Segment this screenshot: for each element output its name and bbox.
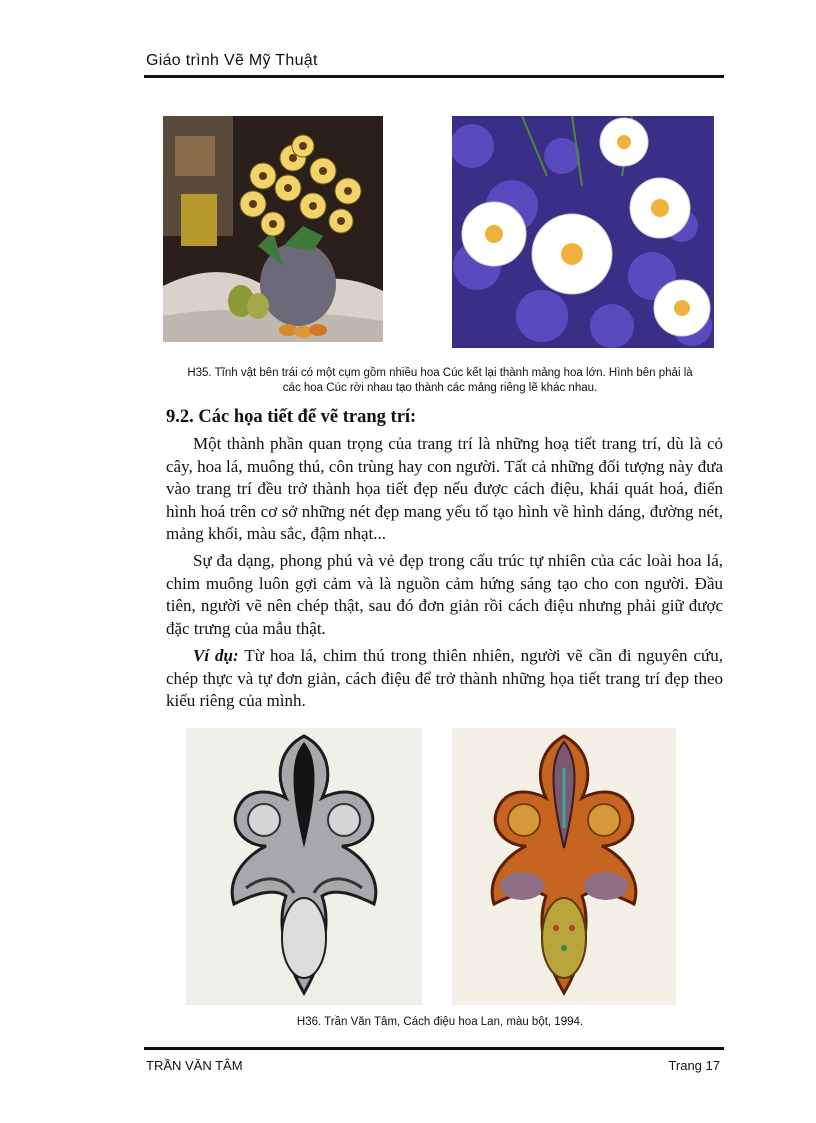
paragraph-example — [166, 645, 723, 713]
section-heading: 9.2. Các họa tiết để vẽ trang trí: — [166, 407, 417, 427]
footer-rule — [144, 1047, 724, 1050]
header-rule — [144, 75, 724, 78]
paragraph-2: Sự đa dạng, phong phú và vẻ đẹp trong cấu trúc tự nhiên của các loài hoa lá, chim muông luôn gợi cảm và là nguồn cảm hứng sáng tạo cho con người. Đầu tiên, người vẽ nên chép thật, sau đó đơn giản rồi cách điệu nhưng phải giữ được đặc trưng của mẫu thật. — [166, 551, 723, 638]
figure-35-caption-line2: các hoa Cúc rời nhau tạo thành các mảng riêng lẽ khác nhau. — [282, 382, 598, 394]
stylized-orchid-color — [452, 728, 676, 1005]
figure-36-caption: H36. Trần Văn Tâm, Cách điệu hoa Lan, màu bột, 1994. — [296, 1016, 584, 1028]
example-text: Từ hoa lá, chim thú trong thiên nhiên, người vẽ cần đi nguyên cứu, chép thực và tự đơn giản, cách điệu để trở thành những họa tiết trang trí đẹp theo kiểu riêng của mình. — [166, 646, 723, 710]
still-life-daisies-painting — [163, 116, 383, 342]
figure-35-caption — [160, 366, 720, 396]
header-title: Giáo trình Vẽ Mỹ Thuật — [146, 52, 318, 69]
page-number: Trang 17 — [668, 1058, 720, 1073]
figure-35-caption-line1: H35. Tĩnh vật bên trái có một cụm gồm nhiều hoa Cúc kết lại thành mảng hoa lớn. Hình bên phải là — [187, 367, 693, 379]
daisies-cornflowers-painting — [452, 116, 714, 348]
paragraph-1: Một thành phần quan trọng của trang trí là những hoạ tiết trang trí, dù là cỏ cây, hoa lá, muông thú, côn trùng hay con người. Tất cả những đối tượng này đưa vào trang trí đều trở thành họa tiết đẹp nếu được cách điệu, khái quát hoá, điển hình hoá trên cơ sở những nét đẹp mang yếu tố tạo hình về hình dáng, đường nét, mảng khối, màu sắc, đậm nhạt... — [166, 434, 723, 543]
example-label: Ví dụ: — [193, 646, 239, 665]
footer-author: TRẦN VĂN TÂM — [146, 1058, 243, 1073]
stylized-orchid-grayscale — [186, 728, 422, 1005]
